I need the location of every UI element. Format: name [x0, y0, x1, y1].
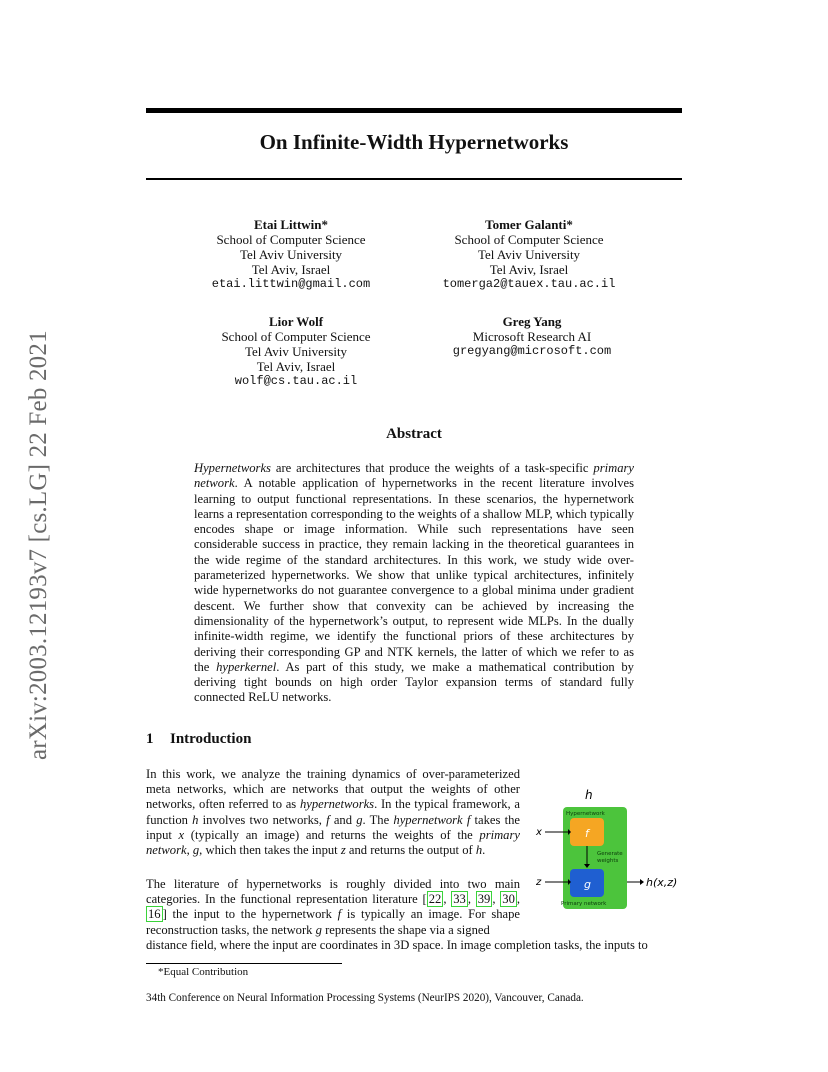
author-affiliation: Tel Aviv, Israel: [251, 262, 331, 277]
author-affiliation: School of Computer Science: [221, 329, 371, 344]
abstract-body: Hypernetworks are architectures that produce the weights of a task-specific primary network. A notable application of hypernetworks in the recent literature involves learning to output functional representations. In these scenarios, the hypernetwork learns a representation corresponding to the weights of a shallow MLP, which typically encodes shape or image information. While such representations have seen considerable success in practice, they remain lacking in the theoretical guarantees in the wide regime of the standard architectures. In this work, we study wide over-parameterized hypernetworks. We show that unlike typical architectures, infinitely wide hypernetworks do not guarantee convergence to a global minima under gradient descent. We further show that convexity can be achieved by increasing the dimensionality of the hypernetwork’s output, to represent wide MLPs. In the dually infinite-width regime, we identify the functional priors of these architectures by deriving their corresponding GP and NTK kernels, the latter of which we refer to as the hyperkernel. As part of this study, we make a mathematical contribution by deriving tight bounds on high order Taylor expansion terms of standard fully connected ReLU networks.: [194, 461, 634, 705]
author-name: Etai Littwin*: [253, 217, 329, 232]
author-name: Greg Yang: [502, 314, 562, 329]
author-email[interactable]: gregyang@microsoft.com: [452, 344, 612, 358]
figure-out-arrowhead: [640, 879, 644, 885]
author-block-3: [181, 314, 411, 389]
author-affiliation: Tel Aviv University: [244, 344, 348, 359]
author-block-1: [176, 217, 406, 292]
citation-link[interactable]: 30: [502, 892, 515, 907]
figure-x-label: x: [536, 827, 542, 838]
figure-output-label: h(x,z): [646, 876, 678, 889]
author-affiliation: Tel Aviv University: [477, 247, 581, 262]
author-name: Tomer Galanti*: [485, 217, 573, 232]
citation-link[interactable]: 16: [148, 907, 161, 922]
section-heading-introduction: [146, 731, 251, 748]
paper-title: On Infinite-Width Hypernetworks: [259, 130, 569, 154]
author-affiliation: Tel Aviv University: [239, 247, 343, 262]
citation-link[interactable]: 22: [428, 892, 442, 907]
arxiv-stamp: arXiv:2003.12193v7 [cs.LG] 22 Feb 2021: [25, 330, 52, 760]
figure-generate-label-1: Generate: [597, 851, 623, 857]
figure-g-label: g: [584, 878, 591, 891]
figure-f-label: f: [585, 827, 589, 840]
figure-hypernetwork-label: Hypernetwork: [566, 811, 605, 817]
citation-link[interactable]: 39: [477, 892, 491, 907]
footnote: *Equal Contribution: [158, 966, 249, 978]
author-affiliation: School of Computer Science: [454, 232, 604, 247]
author-email[interactable]: etai.littwin@gmail.com: [211, 277, 371, 291]
citation-link[interactable]: 33: [453, 892, 466, 907]
figure-h-label: h: [585, 788, 593, 802]
author-email[interactable]: tomerga2@tauex.tau.ac.il: [442, 277, 616, 291]
author-block-4: [417, 314, 647, 359]
author-name: Lior Wolf: [268, 314, 324, 329]
conference-note: 34th Conference on Neural Information Processing Systems (NeurIPS 2020), Vancouver, Canada.: [146, 992, 584, 1004]
intro-paragraph-1: In this work, we analyze the training dynamics of over-parameterized meta networks, which are networks that output the weights of other networks, often referred to as hypernetworks. In the typical framework, a function h involves two networks, f and g. The hypernetwork f takes the input x (typically an image) and returns the weights of the primary network, g, which then takes the input z and returns the output of h.: [146, 767, 520, 858]
hypernetwork-figure: [530, 785, 690, 915]
title-top-rule: [146, 108, 682, 113]
figure-z-label: z: [536, 877, 542, 888]
intro-paragraph-2: The literature of hypernetworks is roughly divided into two main categories. In the functional representation literature [ 22 , 33 , 39 , 30 , 16 ] the input to the hypernetwork f is typically an image. For shape reconstruction tasks, the network g represents the shape via a signed: [146, 877, 521, 937]
author-affiliation: Tel Aviv, Israel: [256, 359, 336, 374]
intro-paragraph-2-continued: distance field, where the input are coordinates in 3D space. In image completion tasks, the inputs to: [146, 938, 648, 952]
footnote-rule: [146, 963, 342, 964]
author-email[interactable]: wolf@cs.tau.ac.il: [234, 374, 358, 388]
section-number: 1: [146, 731, 154, 747]
author-block-2: [414, 217, 644, 292]
figure-primary-label: Primary network: [561, 901, 607, 907]
abstract-heading: Abstract: [386, 426, 442, 442]
section-title: Introduction: [170, 731, 252, 747]
title-bottom-rule: [146, 178, 682, 180]
author-affiliation: Tel Aviv, Israel: [489, 262, 569, 277]
figure-generate-label-2: weights: [597, 858, 619, 864]
author-affiliation: Microsoft Research AI: [472, 329, 592, 344]
author-affiliation: School of Computer Science: [216, 232, 366, 247]
